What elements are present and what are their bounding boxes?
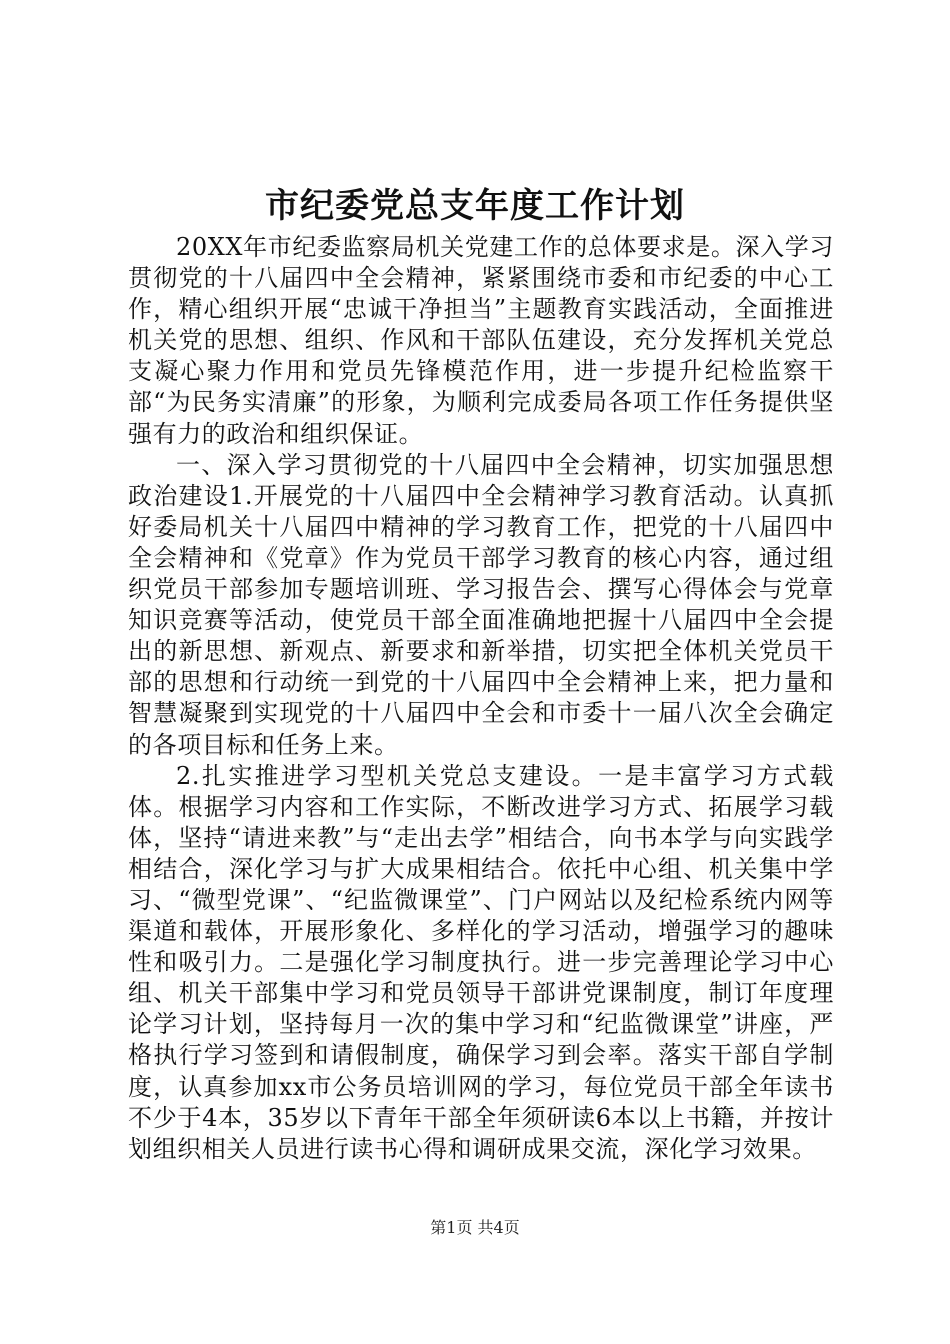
paragraph-item-two: 2.扎实推进学习型机关党总支建设。一是丰富学习方式载体。根据学习内容和工作实际，不断改进学习方式、拓展学习载体，坚持“请进来教”与“走出去学”相结合，向书本学与向实践学相结合，深化学习与扩大成果相结合。依托中心组、机关集中学习、“微型党课”、“纪监微课堂”、门户网站以及纪检系统内网等渠道和载体，开展形象化、多样化的学习活动，增强学习的趣味性和吸引力。二是强化学习制度执行。进一步完善理论学习中心组、机关干部集中学习和党员领导干部讲党课制度，制订年度理论学习计划，坚持每月一次的集中学习和“纪监微课堂”讲座，严格执行学习签到和请假制度，确保学习到会率。落实干部自学制度，认真参加xx市公务员培训网的学习，每位党员干部全年读书不少于4本，35岁以下青年干部全年须研读6本以上书籍，并按计划组织相关人员进行读书心得和调研成果交流，深化学习效果。 (128, 761, 834, 1163)
document-body (128, 232, 834, 1165)
paragraph-section-one: 一、深入学习贯彻党的十八届四中全会精神，切实加强思想政治建设1.开展党的十八届四中全会精神学习教育活动。认真抓好委局机关十八届四中精神的学习教育工作，把党的十八届四中全会精神和《党章》作为党员干部学习教育的核心内容，通过组织党员干部参加专题培训班、学习报告会、撰写心得体会与党章知识竞赛等活动，使党员干部全面准确地把握十八届四中全会提出的新思想、新观点、新要求和新举措，切实把全体机关党员干部的思想和行动统一到党的十八届四中全会精神上来，把力量和智慧凝聚到实现党的十八届四中全会和市委十一届八次全会确定的各项目标和任务上来。 (128, 450, 834, 759)
page-footer: 第1页 共4页 (430, 1218, 520, 1237)
document-title: 市纪委党总支年度工作计划 (265, 186, 685, 226)
paragraph-intro: 20XX年市纪委监察局机关党建工作的总体要求是。深入学习贯彻党的十八届四中全会精神，紧紧围绕市委和市纪委的中心工作，精心组织开展“忠诚干净担当”主题教育实践活动，全面推进机关党的思想、组织、作风和干部队伍建设，充分发挥机关党总支凝心聚力作用和党员先锋模范作用，进一步提升纪检监察干部“为民务实清廉”的形象，为顺利完成委局各项工作任务提供坚强有力的政治和组织保证。 (128, 233, 834, 448)
